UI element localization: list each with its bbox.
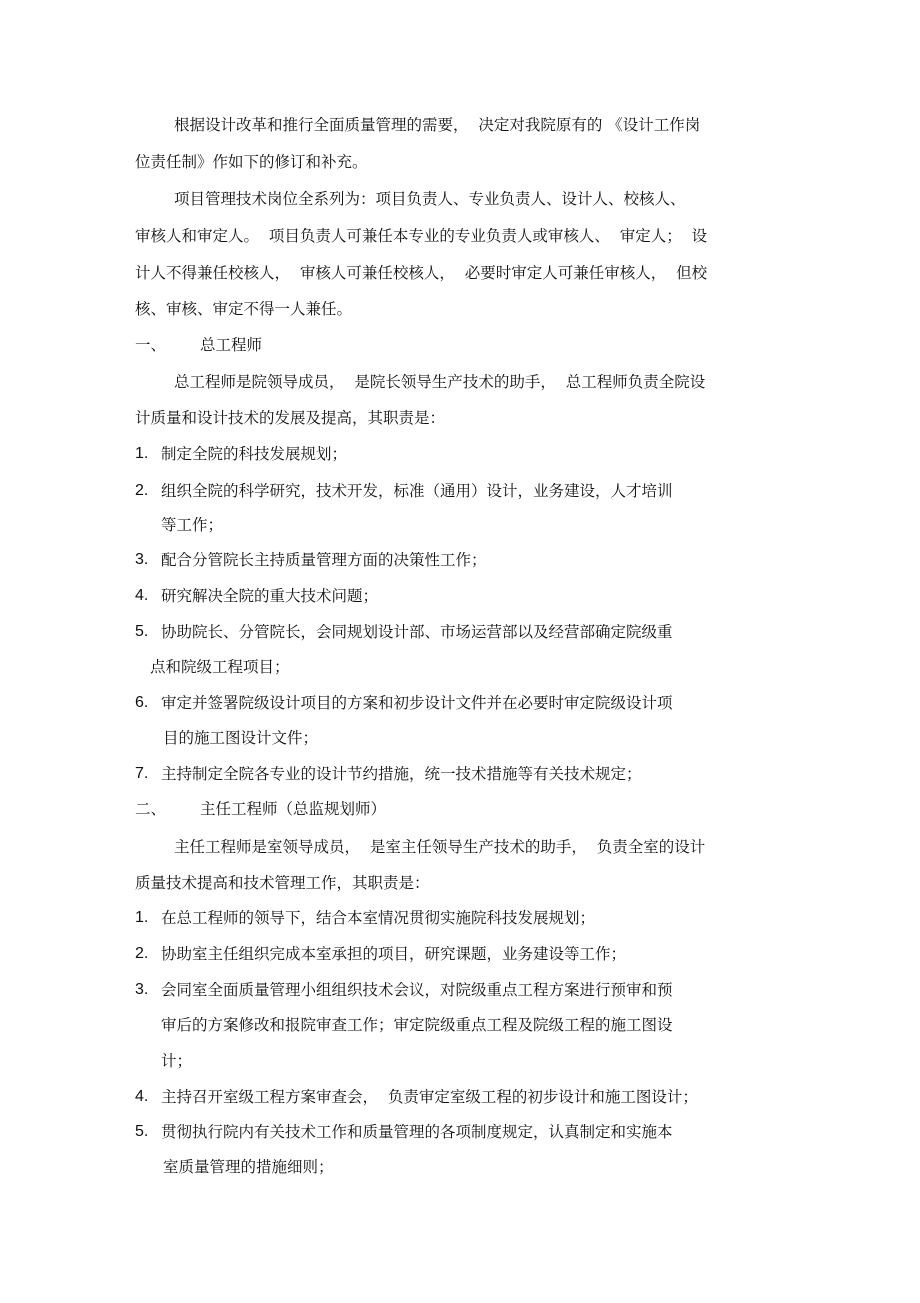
section-2-item-5-number: 5. [135, 1123, 149, 1140]
section-1-item-1-text: 制定全院的科技发展规划； [161, 445, 348, 463]
intro-paragraph-2-line-3: 计人不得兼任校核人， 审核人可兼任校核人， 必要时审定人可兼任审核人， 但校 [135, 264, 708, 282]
section-1-item-6-text: 审定并签署院级设计项目的方案和初步设计文件并在必要时审定院级设计项 [161, 694, 673, 712]
intro-paragraph-2-line-2: 审核人和审定人。 项目负责人可兼任本专业的专业负责人或审核人、 审定人； 设 [135, 227, 708, 245]
section-1-item-3-number: 3. [135, 551, 149, 568]
section-1-item-1-number: 1. [135, 445, 149, 462]
section-1-item-7-number: 7. [135, 765, 149, 782]
section-2-item-5-text: 贯彻执行院内有关技术工作和质量管理的各项制度规定，认真制定和实施本 [161, 1123, 673, 1141]
section-1-desc-line-1: 总工程师是院领导成员， 是院长领导生产技术的助手， 总工程师负责全院设 [174, 373, 706, 391]
section-2-desc-line-2: 质量技术提高和技术管理工作，其职责是： [135, 874, 430, 892]
intro-paragraph-1-line-1: 根据设计改革和推行全面质量管理的需要， 决定对我院原有的 《设计工作岗 [174, 116, 701, 134]
section-2-item-3-text-cont: 审后的方案修改和报院审查工作；审定院级重点工程及院级工程的施工图设 [161, 1016, 673, 1034]
intro-paragraph-2-line-4: 核、审核、审定不得一人兼任。 [135, 300, 353, 318]
section-2-item-3-text-cont-2: 计； [161, 1052, 193, 1070]
section-1-item-4-number: 4. [135, 587, 149, 604]
intro-paragraph-1-line-2: 位责任制》作如下的修订和补充。 [135, 153, 368, 171]
section-2-desc-line-1: 主任工程师是室领导成员， 是室主任领导生产技术的助手， 负责全室的设计 [174, 838, 706, 856]
section-2-item-4-text: 主持召开室级工程方案审查会， 负责审定室级工程的初步设计和施工图设计； [161, 1088, 698, 1106]
section-2-item-3-text: 会同室全面质量管理小组组织技术会议，对院级重点工程方案进行预审和预 [161, 981, 673, 999]
section-1-item-2-text-cont: 等工作； [161, 516, 224, 534]
section-2-item-2-text: 协助室主任组织完成本室承担的项目，研究课题，业务建设等工作； [161, 945, 627, 963]
section-1-item-7-text: 主持制定全院各专业的设计节约措施，统一技术措施等有关技术规定； [161, 765, 642, 783]
section-2-item-3-number: 3. [135, 981, 149, 998]
section-2-item-1-number: 1. [135, 909, 149, 926]
section-1-item-4-text: 研究解决全院的重大技术问题； [161, 587, 379, 605]
section-1-heading: 总工程师 [200, 336, 263, 354]
section-2-item-1-text: 在总工程师的领导下，结合本室情况贯彻实施院科技发展规划； [161, 909, 596, 927]
section-2-item-4-number: 4. [135, 1088, 149, 1105]
section-1-item-2-number: 2. [135, 482, 149, 499]
section-1-marker: 一、 [135, 336, 167, 354]
section-1-item-2-text: 组织全院的科学研究，技术开发，标准（通用）设计，业务建设，人才培训 [161, 482, 673, 500]
section-2-item-2-number: 2. [135, 945, 149, 962]
section-2-item-5-text-cont: 室质量管理的措施细则； [163, 1158, 334, 1176]
section-1-item-5-text-cont: 点和院级工程项目； [150, 658, 290, 676]
section-1-item-6-text-cont: 目的施工图设计文件； [163, 729, 319, 747]
section-1-item-5-number: 5. [135, 623, 149, 640]
section-2-marker: 二、 [135, 800, 167, 818]
section-1-item-6-number: 6. [135, 694, 149, 711]
section-1-item-5-text: 协助院长、分管院长，会同规划设计部、市场运营部以及经营部确定院级重 [161, 623, 673, 641]
section-1-item-3-text: 配合分管院长主持质量管理方面的决策性工作； [161, 551, 487, 569]
section-1-desc-line-2: 计质量和设计技术的发展及提高，其职责是： [135, 409, 446, 427]
section-2-heading: 主任工程师（总监规划师） [200, 800, 387, 818]
intro-paragraph-2-line-1: 项目管理技术岗位全系列为：项目负责人、专业负责人、设计人、校核人、 [174, 190, 686, 208]
